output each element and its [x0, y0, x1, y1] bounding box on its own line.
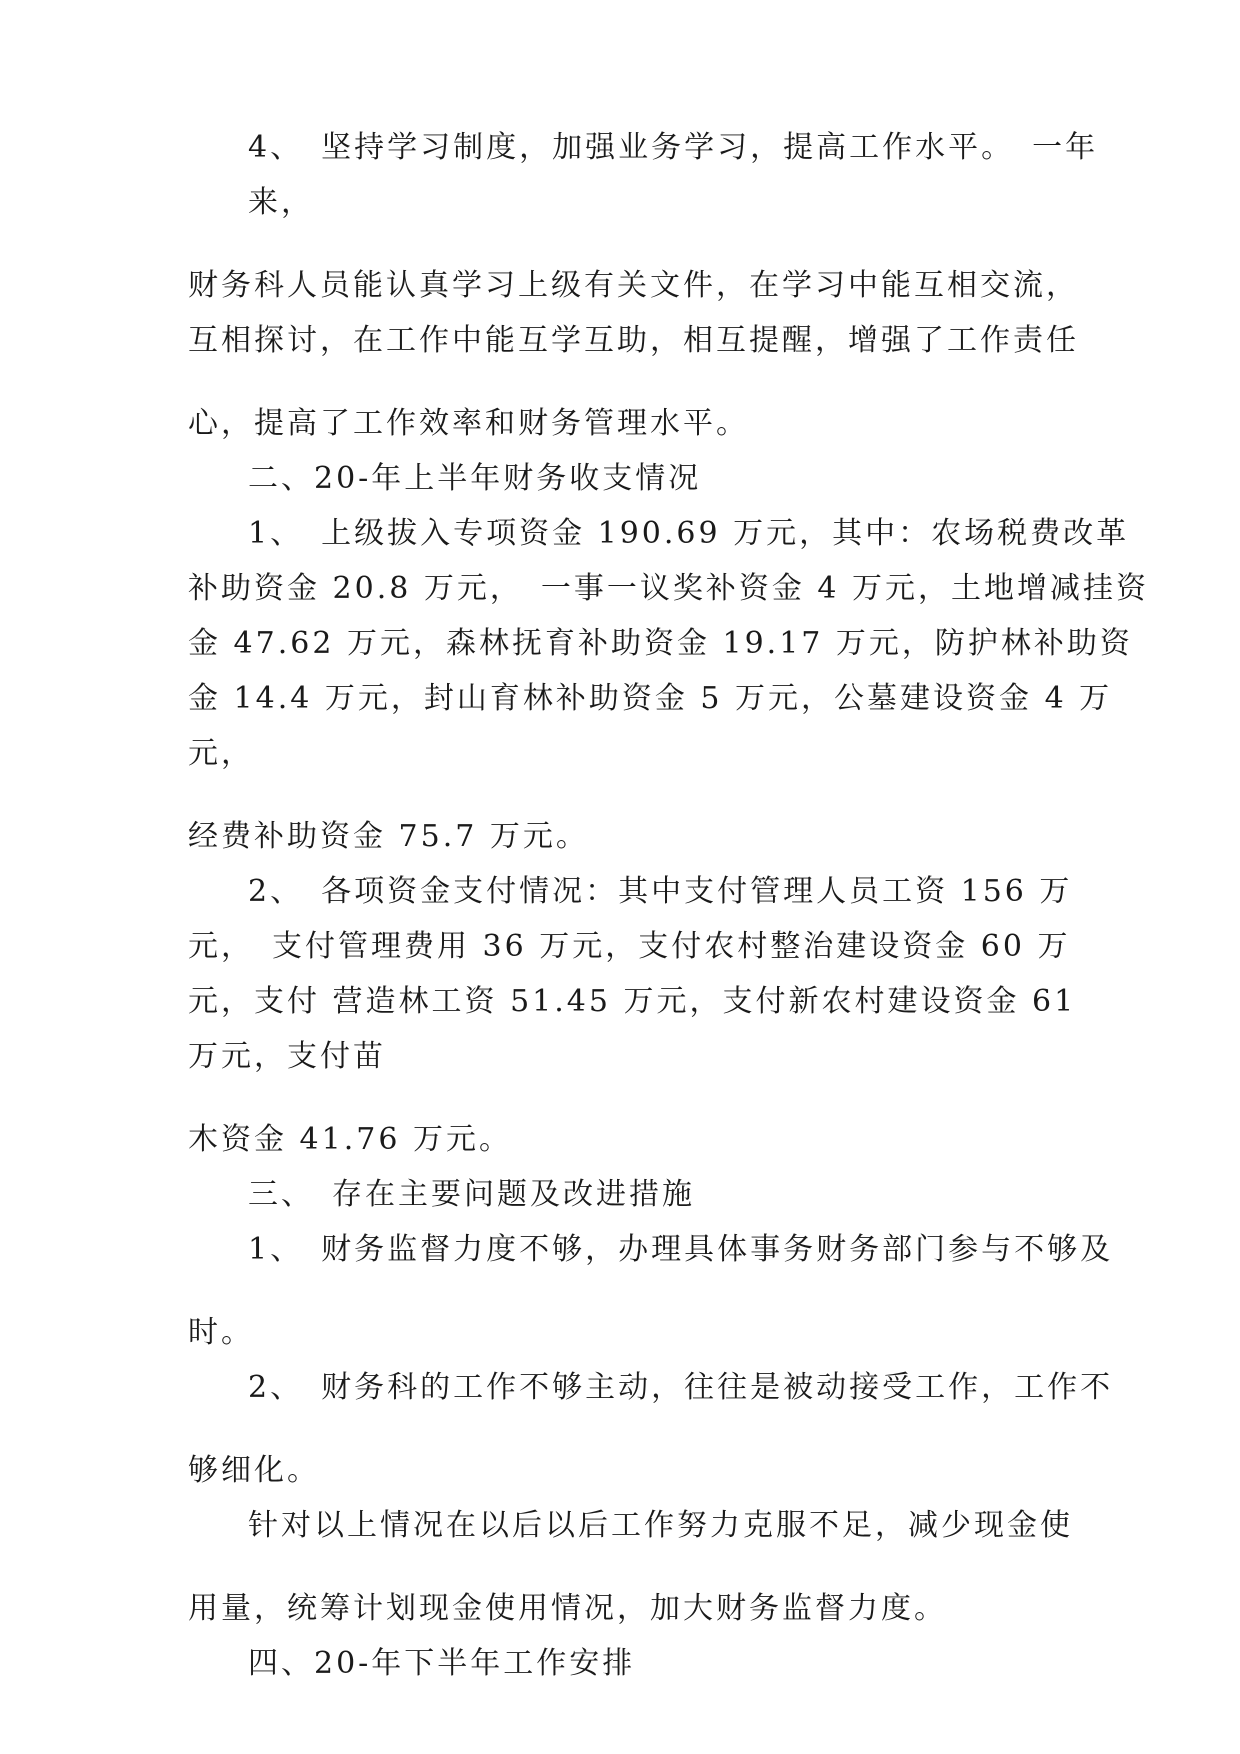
text-line-20: 时。 [188, 1315, 254, 1350]
text-line-16: 万元，支付苗 [188, 1039, 386, 1074]
section-heading-4: 四、20-年下半年工作安排 [248, 1646, 636, 1681]
text-line-19: 1、 财务监督力度不够，办理具体事务财务部门参与不够及 [248, 1232, 1114, 1267]
text-line-11: 元， [188, 736, 254, 771]
section-heading-3: 三、 存在主要问题及改进措施 [248, 1177, 695, 1212]
text-line-22: 够细化。 [188, 1453, 320, 1488]
text-line-5: 心，提高了工作效率和财务管理水平。 [188, 406, 749, 441]
text-line-9: 金 47.62 万元，森林抚育补助资金 19.17 万元，防护林补助资 [188, 626, 1133, 661]
text-line-12: 经费补助资金 75.7 万元。 [188, 819, 589, 854]
text-line-14: 元， 支付管理费用 36 万元，支付农村整治建设资金 60 万 [188, 929, 1071, 964]
section-heading-2: 二、20-年上半年财务收支情况 [248, 461, 702, 496]
text-line-1: 4、 坚持学习制度，加强业务学习，提高工作水平。 一年 [248, 130, 1099, 165]
text-line-23: 针对以上情况在以后以后工作努力克服不足，减少现金使 [248, 1508, 1073, 1543]
text-line-21: 2、 财务科的工作不够主动，往往是被动接受工作，工作不 [248, 1370, 1114, 1405]
text-line-3: 财务科人员能认真学习上级有关文件，在学习中能互相交流， [188, 268, 1079, 303]
text-line-7: 1、 上级拔入专项资金 190.69 万元，其中：农场税费改革 [248, 516, 1130, 551]
text-line-24: 用量，统筹计划现金使用情况，加大财务监督力度。 [188, 1591, 947, 1626]
text-line-10: 金 14.4 万元，封山育林补助资金 5 万元，公墓建设资金 4 万 [188, 681, 1113, 716]
text-line-17: 木资金 41.76 万元。 [188, 1122, 512, 1157]
text-line-13: 2、 各项资金支付情况：其中支付管理人员工资 156 万 [248, 874, 1073, 909]
text-line-4: 互相探讨，在工作中能互学互助，相互提醒，增强了工作责任 [188, 323, 1079, 358]
text-line-2: 来， [248, 185, 314, 220]
text-line-8: 补助资金 20.8 万元， 一事一议奖补资金 4 万元，土地增减挂资 [188, 571, 1150, 606]
text-line-15: 元，支付 营造林工资 51.45 万元，支付新农村建设资金 61 [188, 984, 1077, 1019]
